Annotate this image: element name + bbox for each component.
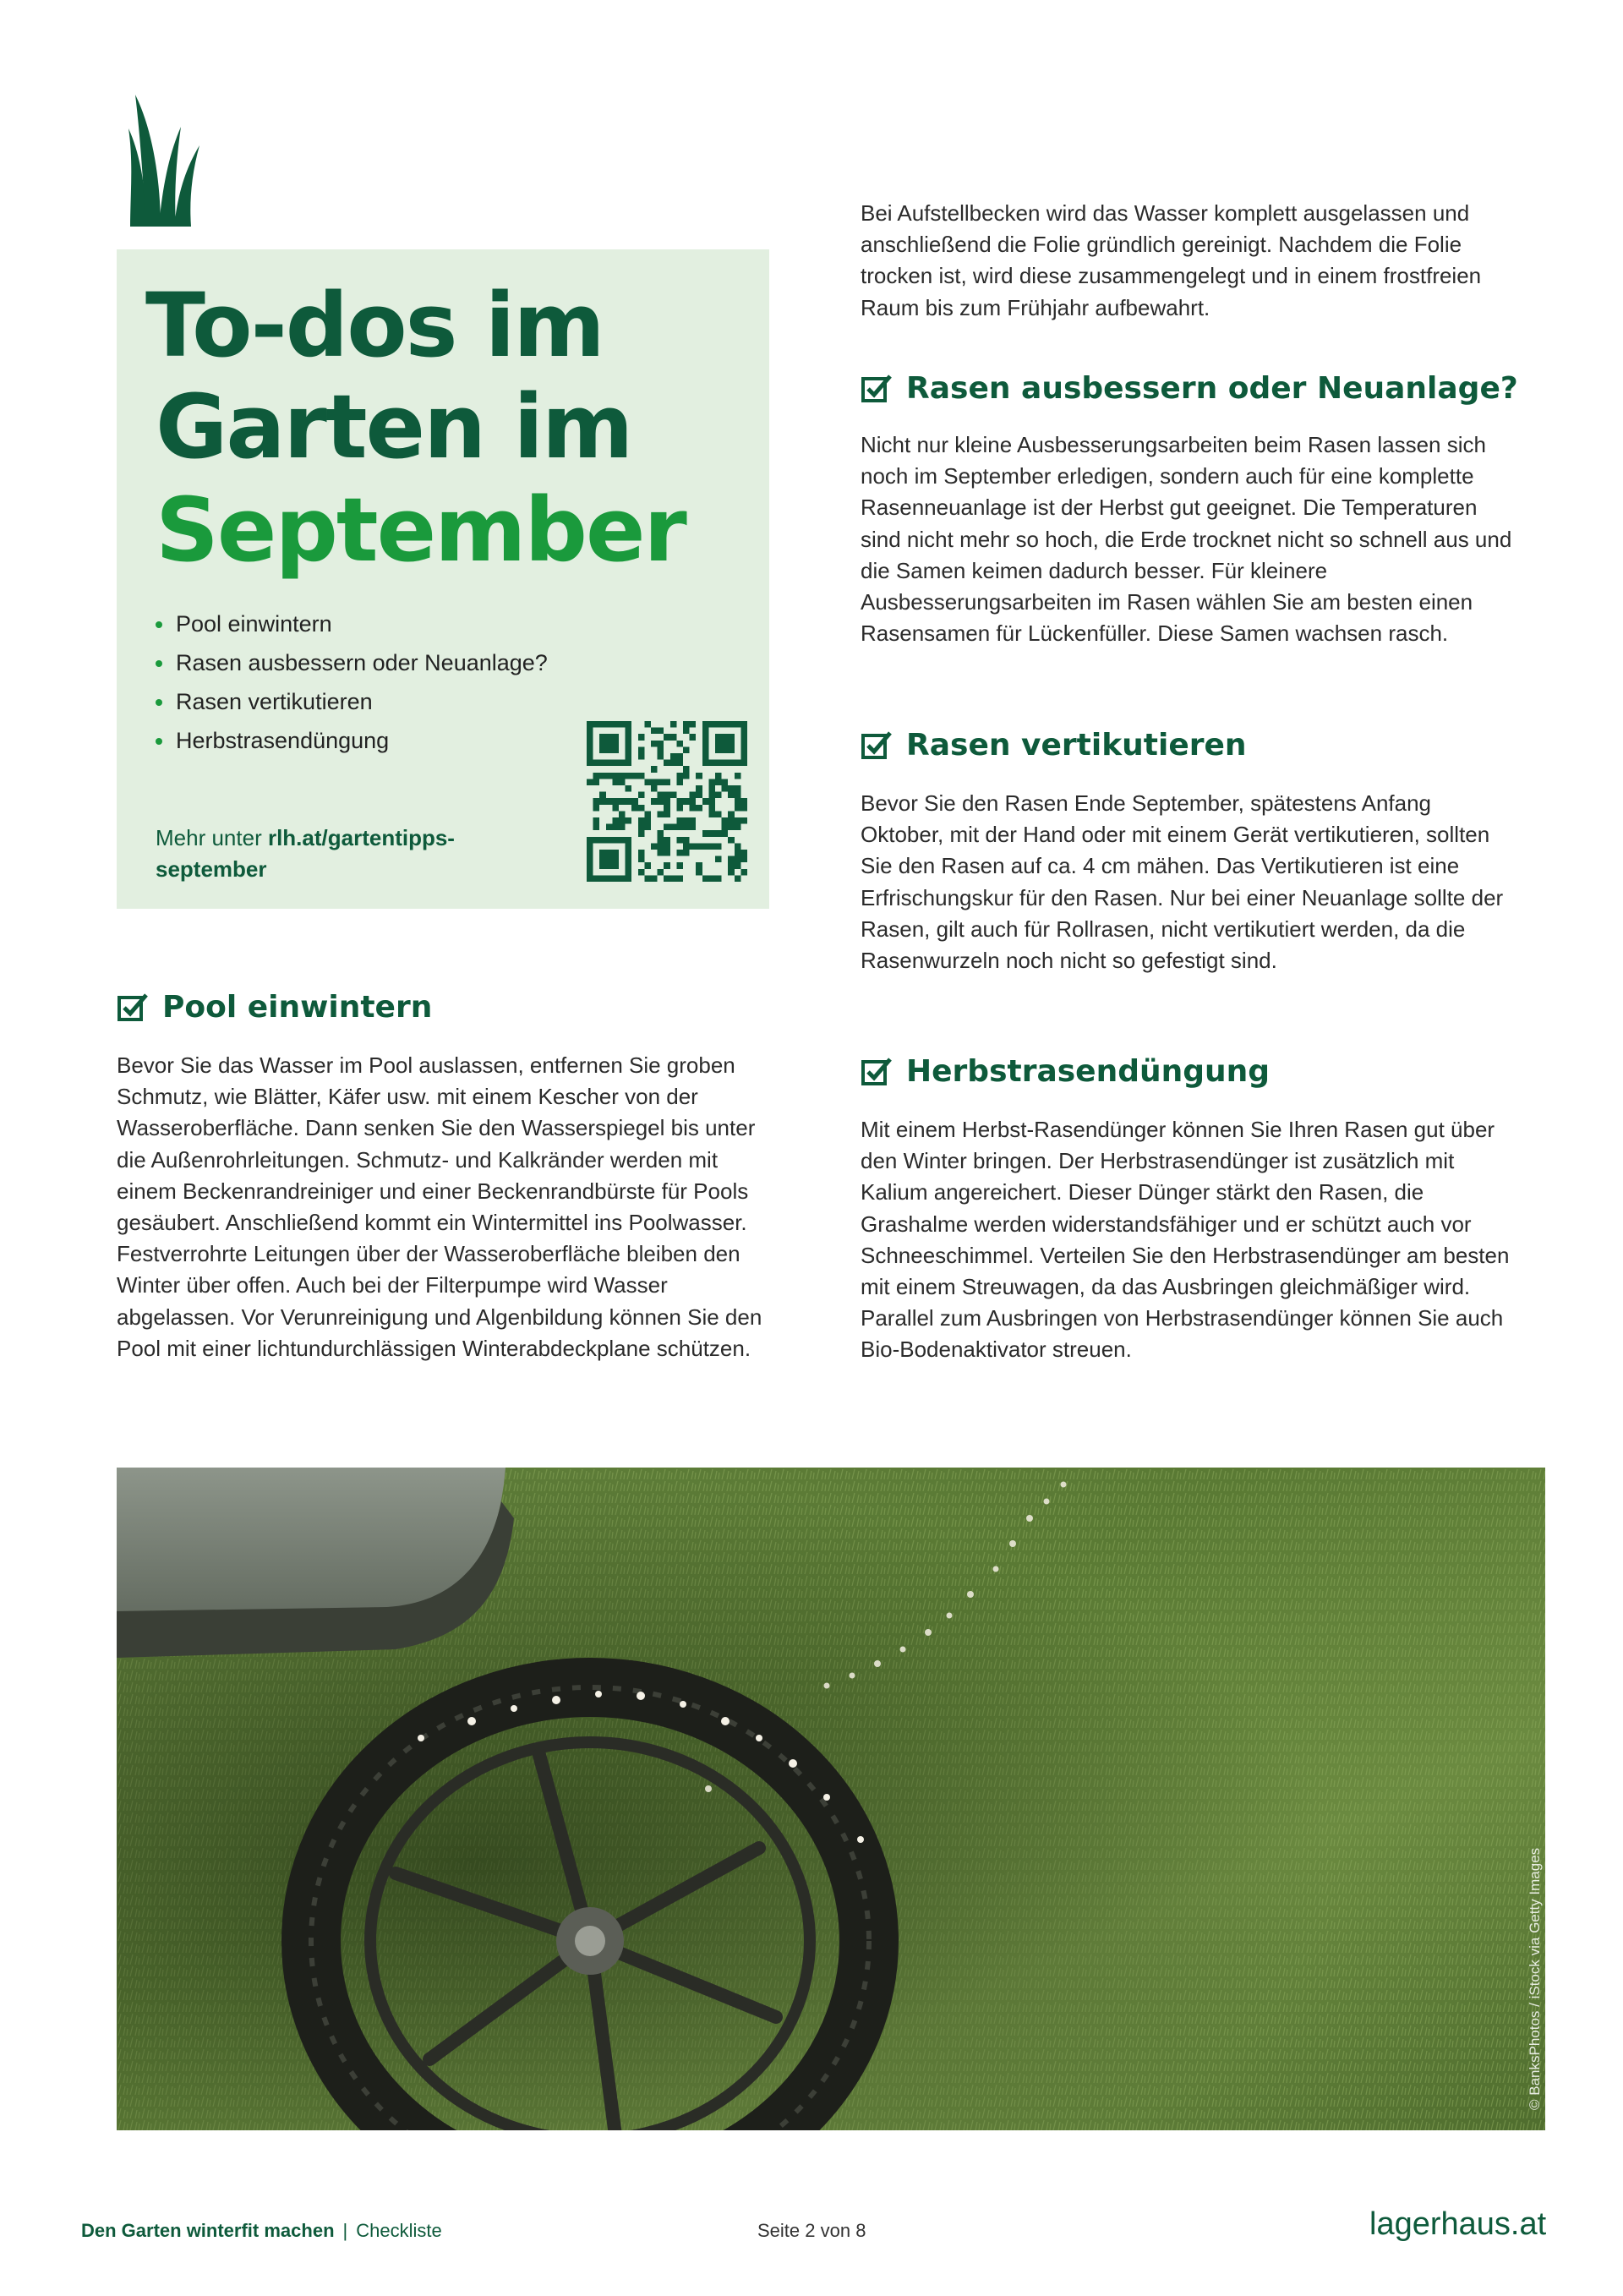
qr-module: [696, 843, 702, 850]
qr-module: [728, 837, 735, 844]
qr-module: [658, 850, 664, 856]
qr-module: [715, 843, 722, 850]
section-title-label: Pool einwintern: [162, 990, 433, 1025]
qr-module: [619, 779, 626, 785]
qr-module: [626, 785, 632, 792]
qr-module: [708, 779, 715, 785]
qr-module: [690, 817, 697, 824]
footer-title-bold: Den Garten winterfit machen: [81, 2220, 335, 2241]
qr-module: [638, 817, 645, 824]
qr-module: [638, 773, 645, 779]
section-text-herbstrasenduengung: Mit einem Herbst-Rasendünger können Sie Ihren Rasen gut über den Winter bringen. Der Herbstrasendünger ist zusätzlich mit Kalium angereichert. Dieser Dünger stärkt den Rasen, die Grashalme werden widerstandsfähiger und er schützt auch vor Schneeschimmel. Verteilen Sie den Herbstrasendünger am besten mit einem Streuwagen, da das Ausbringen gleichmäßiger wird. Parallel zum Ausbringen von Herbstrasendünger können Sie auch Bio-Bodenaktivator streuen.: [861, 1117, 1510, 1363]
qr-module: [644, 811, 651, 817]
qr-module: [676, 753, 683, 760]
qr-module: [676, 850, 683, 856]
qr-module: [683, 798, 690, 805]
qr-module: [735, 773, 741, 779]
qr-module: [715, 773, 722, 779]
qr-module: [638, 824, 645, 831]
qr-module: [670, 824, 677, 831]
qr-module: [715, 856, 722, 863]
qr-module: [735, 843, 741, 850]
section-title-herbstrasenduengung: [861, 1053, 1270, 1091]
qr-module: [644, 824, 651, 831]
qr-module: [670, 753, 677, 760]
section-title-label: Rasen ausbessern oder Neuanlage?: [906, 371, 1518, 406]
qr-module: [599, 850, 619, 869]
section-title-rasen-vertikutieren: [861, 727, 1247, 764]
qr-module: [619, 798, 626, 805]
qr-module: [599, 792, 606, 799]
grass-logo-icon: [128, 95, 199, 227]
qr-module: [740, 798, 747, 805]
qr-module: [593, 824, 600, 831]
qr-module: [683, 728, 690, 735]
qr-module: [735, 875, 741, 882]
qr-module: [708, 830, 715, 837]
qr-module: [735, 824, 741, 831]
qr-module: [728, 811, 735, 817]
qr-module: [676, 805, 683, 812]
qr-module: [593, 773, 600, 779]
lawn-spreader-photo: [117, 1468, 1545, 2130]
qr-module: [664, 837, 670, 844]
more-info-prefix: Mehr unter: [156, 825, 268, 850]
qr-module: [676, 837, 683, 844]
qr-module: [606, 773, 613, 779]
qr-module: [696, 862, 702, 869]
footer-document-title: [81, 2220, 442, 2242]
qr-module: [690, 805, 697, 812]
qr-module: [664, 779, 670, 785]
qr-module: [612, 824, 619, 831]
qr-module: [658, 843, 664, 850]
qr-code[interactable]: [587, 721, 747, 882]
qr-module: [676, 779, 683, 785]
qr-module: [735, 792, 741, 799]
section-title-rasen-ausbessern: [861, 370, 1518, 407]
section-text-rasen-vertikutieren: Bevor Sie den Rasen Ende September, spätestens Anfang Oktober, mit der Hand oder mit einem Gerät vertikutieren, sollten Sie den Rasen auf ca. 4 cm mähen. Das Vertikutieren ist eine Erfrischungskur für den Rasen. Nur bei einer Neuanlage sollte der Rasen, gilt auch für Rollrasen, nicht vertikutiert werden, da die Rasenwurzeln noch nicht so gefestigt sind.: [861, 790, 1504, 974]
qr-module: [690, 721, 697, 728]
qr-module: [715, 734, 735, 753]
qr-module: [740, 817, 747, 824]
qr-module: [619, 817, 626, 824]
qr-module: [664, 798, 670, 805]
qr-module: [658, 728, 664, 735]
section-title-label: Rasen vertikutieren: [906, 728, 1247, 763]
checkbox-icon: [861, 1056, 893, 1088]
qr-module: [651, 843, 658, 850]
section-title-label: Herbstrasendüngung: [906, 1054, 1271, 1089]
qr-module: [676, 773, 683, 779]
qr-module: [606, 798, 613, 805]
qr-module: [638, 830, 645, 837]
qr-module: [651, 728, 658, 735]
checkbox-icon: [861, 373, 893, 405]
qr-module: [670, 760, 677, 767]
qr-module: [593, 817, 600, 824]
qr-module: [638, 805, 645, 812]
qr-module: [735, 817, 741, 824]
qr-module: [606, 824, 613, 831]
qr-module: [626, 773, 632, 779]
qr-module: [593, 805, 600, 812]
qr-module: [612, 773, 619, 779]
footer-title-rest: Checkliste: [356, 2220, 442, 2241]
qr-module: [683, 817, 690, 824]
qr-module: [696, 805, 702, 812]
page-number: Seite 2 von 8: [757, 2220, 866, 2241]
qr-module: [735, 798, 741, 805]
qr-module: [690, 734, 697, 741]
qr-module: [740, 805, 747, 812]
qr-module: [599, 734, 619, 753]
qr-module: [658, 830, 664, 837]
qr-module: [722, 817, 729, 824]
qr-module: [599, 773, 606, 779]
qr-module: [728, 824, 735, 831]
qr-module: [658, 811, 664, 817]
qr-module: [658, 779, 664, 785]
more-info-text: [156, 823, 511, 885]
qr-module: [599, 798, 606, 805]
qr-module: [676, 760, 683, 767]
qr-module: [638, 792, 645, 799]
qr-module: [651, 779, 658, 785]
qr-module: [676, 875, 683, 882]
qr-module: [702, 798, 709, 805]
qr-module: [593, 779, 600, 785]
qr-module: [651, 766, 658, 773]
qr-module: [708, 811, 715, 817]
qr-module: [683, 746, 690, 753]
qr-module: [722, 779, 729, 785]
qr-module: [638, 753, 645, 760]
qr-module: [626, 798, 632, 805]
qr-module: [664, 875, 670, 882]
page-title-line-3: September: [156, 478, 686, 582]
qr-module: [619, 773, 626, 779]
qr-module: [696, 792, 702, 799]
qr-module: [708, 785, 715, 792]
qr-module: [676, 862, 683, 869]
qr-module: [664, 792, 670, 799]
qr-module: [683, 843, 690, 850]
todo-item: Rasen vertikutieren: [150, 682, 548, 721]
footer-separator: |: [342, 2220, 348, 2241]
qr-module: [708, 843, 715, 850]
qr-module: [670, 721, 677, 728]
qr-module: [664, 824, 670, 831]
qr-module: [651, 785, 658, 792]
qr-module: [740, 869, 747, 876]
qr-module: [683, 773, 690, 779]
qr-module: [728, 869, 735, 876]
intro-text: Bei Aufstellbecken wird das Wasser komplett ausgelassen und anschließend die Folie gründlich gereinigt. Nachdem die Folie trocken ist, wird diese zusammengelegt und in einem frostfreien Raum bis zum Frühjahr aufbewahrt.: [861, 200, 1482, 320]
qr-module: [676, 798, 683, 805]
qr-module: [664, 843, 670, 850]
qr-module: [670, 792, 677, 799]
qr-module: [735, 862, 741, 869]
qr-module: [690, 824, 697, 831]
qr-module: [702, 830, 709, 837]
qr-module: [638, 850, 645, 856]
todo-item: Rasen ausbessern oder Neuanlage?: [150, 643, 548, 682]
qr-module: [690, 798, 697, 805]
qr-module: [722, 824, 729, 831]
page-title-line-2: Garten im: [156, 375, 632, 478]
qr-module: [658, 869, 664, 876]
qr-module: [664, 760, 670, 767]
qr-module: [644, 779, 651, 785]
title-box: [117, 249, 769, 909]
qr-module: [683, 837, 690, 844]
qr-module: [644, 862, 651, 869]
qr-module: [658, 798, 664, 805]
todo-list: [150, 604, 548, 760]
qr-module: [644, 817, 651, 824]
qr-module: [664, 734, 670, 741]
qr-module: [651, 741, 658, 747]
qr-module: [631, 773, 638, 779]
qr-module: [670, 734, 677, 741]
qr-module: [612, 805, 619, 812]
qr-module: [702, 875, 709, 882]
qr-module: [696, 785, 702, 792]
section-text-pool: Bevor Sie das Wasser im Pool auslassen, entfernen Sie groben Schmutz, wie Blätter, Käfer usw. mit einem Kescher von der Wasseroberfläche. Dann senken Sie den Wasserspiegel bis unter die Außenrohrleitungen. Schmutz- und Kalkränder werden mit einem Beckenrandreiniger und einer Beckenrandbürste für Pools gesäubert. Anschließend kommt ein Wintermittel ins Poolwasser. Festverrohrte Leitungen über der Wasseroberfläche bleiben den Winter über offen. Auch bei der Filterpumpe wird Wasser abgelassen. Vor Verunreinigung und Algenbildung können Sie den Pool mit einer lichtundurchlässigen Winterabdeckplane schützen.: [117, 1052, 762, 1361]
qr-module: [619, 811, 626, 817]
qr-module: [696, 869, 702, 876]
qr-module: [722, 830, 729, 837]
more-info-link[interactable]: rlh.at/gartentipps-september: [156, 825, 455, 882]
qr-module: [735, 850, 741, 856]
section-title-pool: [117, 989, 432, 1026]
checkbox-icon: [861, 730, 893, 762]
qr-module: [638, 746, 645, 753]
qr-module: [644, 875, 651, 882]
qr-module: [658, 837, 664, 844]
qr-module: [740, 856, 747, 863]
qr-module: [728, 856, 735, 863]
qr-module: [638, 856, 645, 863]
qr-module: [638, 734, 645, 741]
qr-module: [690, 792, 697, 799]
qr-module: [735, 856, 741, 863]
todo-item: Pool einwintern: [150, 604, 548, 643]
qr-module: [683, 766, 690, 773]
qr-module: [715, 811, 722, 817]
qr-module: [702, 843, 709, 850]
qr-module: [683, 721, 690, 728]
qr-module: [658, 753, 664, 760]
qr-module: [728, 862, 735, 869]
qr-module: [658, 741, 664, 747]
qr-module: [651, 798, 658, 805]
qr-module: [735, 805, 741, 812]
qr-module: [631, 805, 638, 812]
qr-module: [658, 792, 664, 799]
qr-module: [676, 817, 683, 824]
qr-module: [664, 805, 670, 812]
qr-module: [612, 779, 619, 785]
qr-module: [683, 850, 690, 856]
qr-module: [664, 862, 670, 869]
qr-module: [664, 850, 670, 856]
qr-module: [676, 741, 683, 747]
qr-module: [690, 843, 697, 850]
qr-module: [728, 792, 735, 799]
qr-module: [715, 792, 722, 799]
brand-logo-text[interactable]: lagerhaus.at: [1369, 2206, 1547, 2242]
todo-item: Herbstrasendüngung: [150, 721, 548, 760]
qr-module: [612, 798, 619, 805]
qr-module: [708, 798, 715, 805]
qr-module: [644, 721, 651, 728]
qr-module: [696, 773, 702, 779]
checkbox-icon: [117, 992, 149, 1024]
section-text-rasen-ausbessern: Nicht nur kleine Ausbesserungsarbeiten beim Rasen lassen sich noch im September erledigen, sondern auch für eine komplette Rasenneuanlage ist der Herbst gut geeignet. Die Temperaturen sind nicht mehr so hoch, die Erde trocknet nicht so schnell aus und die Samen keimen dadurch besser. Für kleinere Ausbesserungsarbeiten im Rasen wählen Sie am besten einen Rasensamen für Lückenfüller. Diese Samen wachsen rasch.: [861, 432, 1512, 647]
qr-module: [708, 805, 715, 812]
qr-module: [740, 850, 747, 856]
qr-module: [728, 785, 735, 792]
qr-module: [587, 779, 593, 785]
qr-module: [715, 830, 722, 837]
photo-credit: © BanksPhotos / iStock via Getty Images: [1527, 1847, 1543, 2110]
qr-module: [735, 785, 741, 792]
qr-module: [619, 824, 626, 831]
qr-module: [658, 746, 664, 753]
qr-module: [626, 817, 632, 824]
qr-module: [651, 875, 658, 882]
qr-module: [708, 792, 715, 799]
qr-module: [683, 824, 690, 831]
qr-module: [676, 824, 683, 831]
qr-module: [715, 875, 722, 882]
qr-module: [715, 779, 722, 785]
qr-module: [638, 869, 645, 876]
qr-module: [670, 875, 677, 882]
page-title-line-1: To-dos im: [145, 274, 604, 377]
qr-module: [722, 785, 729, 792]
qr-module: [708, 875, 715, 882]
qr-module: [593, 798, 600, 805]
qr-module: [728, 817, 735, 824]
qr-module: [612, 817, 619, 824]
qr-module: [664, 811, 670, 817]
qr-module: [631, 798, 638, 805]
